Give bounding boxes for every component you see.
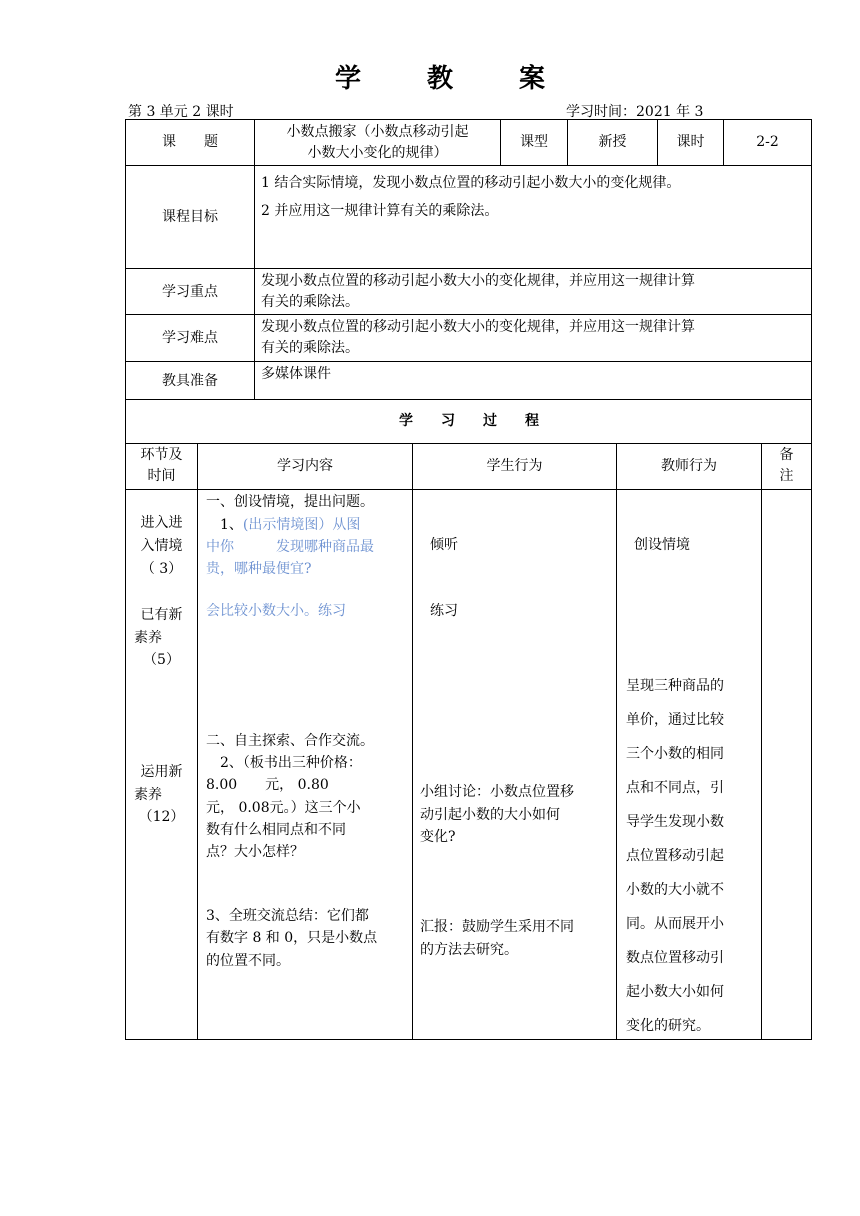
teacher-item-2-l11: 变化的研究。 <box>626 1018 710 1034</box>
goal-item-2: 2 并应用这一规律计算有关的乘除法。 <box>261 203 499 219</box>
title-char-3: 案 <box>519 64 546 94</box>
key-line-2: 有关的乘除法。 <box>261 294 359 310</box>
content-b-line-4: 元， 0.08元。）这三个小 <box>206 800 361 816</box>
diff-line-2: 有关的乘除法。 <box>261 340 359 356</box>
stage-1-line-3: （ 3） <box>140 561 183 577</box>
goal-label: 课程目标 <box>162 209 218 225</box>
diff-label: 学习难点 <box>162 330 218 346</box>
content-a-line-2-prefix: 1、 <box>206 517 243 533</box>
type-value: 新授 <box>598 134 627 150</box>
student-item-4-line-2: 的方法去研究。 <box>420 942 518 958</box>
teacher-item-2-l9: 数点位置移动引 <box>626 950 724 966</box>
goal-item-1: 1 结合实际情境，发现小数点位置的移动引起小数大小的变化规律。 <box>261 175 681 191</box>
key-line-1: 发现小数点位置的移动引起小数大小的变化规律，并应用这一规律计算 <box>261 273 695 289</box>
type-label: 课型 <box>520 134 548 150</box>
unit-label: 第 3 单元 2 课时 <box>128 104 234 120</box>
stage-3-line-2: 素养 <box>134 787 162 803</box>
teacher-item-2-l6: 点位置移动引起 <box>626 848 724 864</box>
key-label: 学习重点 <box>162 284 218 300</box>
teacher-item-2-l3: 三个小数的相同 <box>626 746 724 762</box>
content-a-line-2 <box>206 515 360 536</box>
topic-label: 课 题 <box>162 134 218 150</box>
teacher-item-2-l4: 点和不同点，引 <box>626 780 724 796</box>
header-note-2: 注 <box>779 468 794 484</box>
teacher-item-2-l8: 同。从而展开小 <box>626 916 724 932</box>
diff-line-1: 发现小数点位置的移动引起小数大小的变化规律，并应用这一规律计算 <box>261 319 695 335</box>
teacher-item-1: 创设情境 <box>634 537 690 553</box>
header-stage-1: 环节及 <box>140 447 183 463</box>
header-teacher: 教师行为 <box>661 458 717 474</box>
student-item-4-line-1: 汇报：鼓励学生采用不同 <box>420 919 574 935</box>
topic-line-1: 小数点搬家（小数点移动引起 <box>286 124 469 140</box>
stage-3-line-3: （12） <box>138 809 185 825</box>
teacher-item-2-l5: 导学生发现小数 <box>626 814 724 830</box>
stage-2-line-2: 素养 <box>134 630 162 646</box>
content-a-line-3: 中你 发现哪种商品最 <box>206 539 374 555</box>
content-c-line-2: 有数字 8 和 0，只是小数点 <box>206 930 378 946</box>
topic-line-2: 小数大小变化的规律） <box>307 145 448 161</box>
student-item-3-line-3: 变化? <box>420 829 456 845</box>
content-c-line-1: 3、全班交流总结：它们都 <box>206 908 369 924</box>
stage-2-line-1: 已有新 <box>140 607 183 623</box>
student-item-3-line-2: 动引起小数的大小如何 <box>420 807 560 823</box>
header-note-1: 备 <box>779 447 794 463</box>
study-time: 学习时间：2021 年 3 <box>566 104 704 120</box>
header-stage-2: 时间 <box>147 468 176 484</box>
content-b-line-1: 二、自主探索、合作交流。 <box>206 733 374 749</box>
teacher-item-2-l1: 呈现三种商品的 <box>626 678 724 694</box>
stage-2-line-3: （5） <box>143 652 180 668</box>
title-char-2: 教 <box>427 64 454 94</box>
content-b-line-2: 2、（板书出三种价格： <box>206 755 362 771</box>
tools-value: 多媒体课件 <box>261 366 331 382</box>
stage-1-line-2: 入情境 <box>140 538 183 554</box>
header-student: 学生行为 <box>486 458 543 474</box>
header-content: 学习内容 <box>277 458 333 474</box>
content-c-line-3: 的位置不同。 <box>206 953 290 969</box>
teacher-item-2-l10: 起小数大小如何 <box>626 984 724 1000</box>
stage-3-line-1: 运用新 <box>140 764 183 780</box>
content-b-line-5: 数有什么相同点和不同 <box>206 822 346 838</box>
stage-1-line-1: 进入进 <box>140 515 183 531</box>
title-char-1: 学 <box>335 64 362 94</box>
period-value: 2-2 <box>756 134 779 150</box>
student-item-3-line-1: 小组讨论：小数点位置移 <box>420 784 574 800</box>
content-b-line-6: 点？大小怎样？ <box>206 844 304 860</box>
tools-label: 教具准备 <box>162 373 218 389</box>
content-a-line-5: 会比较小数大小。练习 <box>206 603 346 619</box>
teacher-item-2-l7: 小数的大小就不 <box>626 882 724 898</box>
content-a-line-1: 一、创设情境，提出问题。 <box>206 494 374 510</box>
period-label: 课时 <box>676 134 705 150</box>
content-a-line-4: 贵，哪种最便宜? <box>206 561 312 577</box>
student-item-2: 练习 <box>430 603 458 619</box>
content-b-line-3: 8.00 元， 0.80 <box>206 777 329 793</box>
content-a-line-2-blue: (出示情境图）从图 <box>242 517 361 533</box>
page-title <box>0 58 860 98</box>
teacher-item-2-l2: 单价，通过比较 <box>626 712 724 728</box>
student-item-1: 倾听 <box>430 537 458 553</box>
process-title: 学 习 过 程 <box>399 413 539 429</box>
